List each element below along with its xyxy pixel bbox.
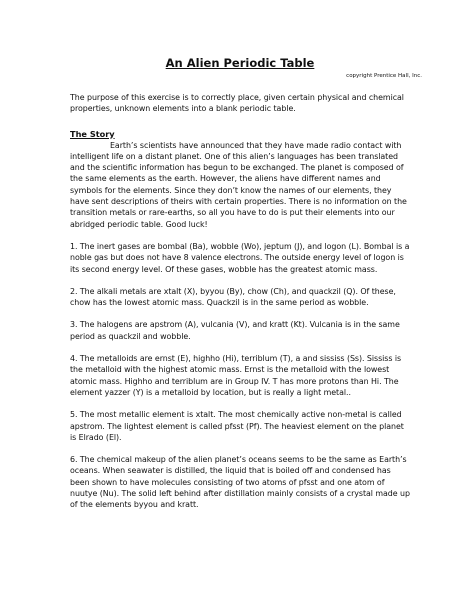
story-text: Earth’s scientists have announced that they have made radio contact with intelligent life on a distant planet. One of this alien’s languages has been translated and the scientific information has begun to be exchanged. The planet is composed of the same elements as the earth. However, the aliens have different names and symbols for the elements. Since they don’t know the names of our elements, they have sent descriptions of theirs with certain properties. There is no information on the transition metals or rare-earths, so all you have to do is put their elements into our abridged periodic table. Good luck!: [70, 140, 407, 229]
clue-2: 2. The alkali metals are xtalt (X), byyou (By), chow (Ch), and quackzil (Q). Of these, chow has the lowest atomic mass. Quackzil is in the same period as wobble.: [70, 286, 396, 308]
clue-6: 6. The chemical makeup of the alien planet’s oceans seems to be the same as Earth’s oceans. When seawater is distilled, the liquid that is boiled off and condensed has been shown to have molecules consisting of two atoms of pfsst and one atom of nuutye (Nu). The solid left behind after distillation mainly consists of a crystal made up of the elements byyou and kratt.: [70, 455, 410, 510]
story-paragraph: [70, 140, 410, 230]
clue-5: 5. The most metallic element is xtalt. The most chemically active non-metal is called apstrom. The lightest element is called pfsst (Pf). The heaviest element on the planet is Elrado (El).: [70, 410, 404, 442]
story-heading: The Story: [70, 128, 115, 139]
document-page: [70, 40, 422, 511]
purpose-paragraph: The purpose of this exercise is to correctly place, given certain physical and chemical properties, unknown elements into a blank periodic table.: [70, 93, 404, 114]
clue-4: 4. The metalloids are ernst (E), highho (Hi), terriblum (T), a and sississ (Ss). Sississ is the metalloid with the highest atomic mass. Ernst is the metalloid with the lowest atomic mass. Highho and terriblum are in Group IV. T has more protons than Hi. The element yazzer (Y) is a metalloid by location, but is really a light metal..: [70, 354, 402, 397]
copyright-note: copyright Prentice Hall, Inc.: [346, 73, 422, 79]
document-title: An Alien Periodic Table: [165, 56, 315, 70]
clue-1: 1. The inert gases are bombal (Ba), wobble (Wo), jeptum (J), and logon (L). Bombal is a noble gas but does not have 8 valence electrons. The outside energy level of logon is its second energy level. Of these gases, wobble has the greatest atomic mass.: [70, 241, 410, 274]
clue-3: 3. The halogens are apstrom (A), vulcania (V), and kratt (Kt). Vulcania is in the same period as quackzil and wobble.: [70, 320, 400, 341]
